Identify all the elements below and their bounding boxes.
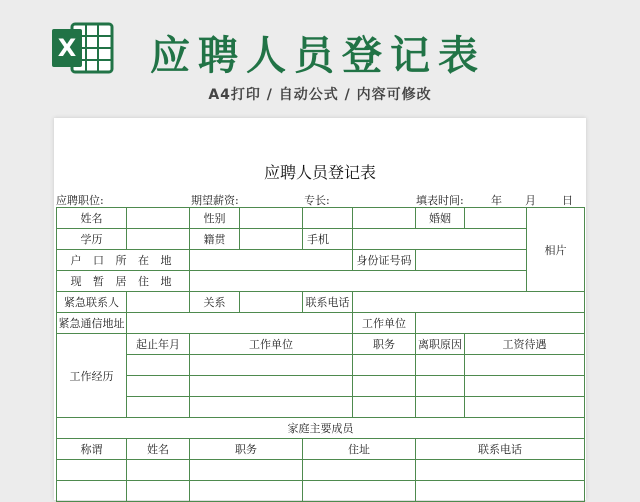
table-row <box>57 313 585 334</box>
column-header: 住址 <box>303 439 416 460</box>
salary-field[interactable] <box>191 192 295 208</box>
cell[interactable] <box>465 397 585 418</box>
registration-table <box>56 207 585 502</box>
table-row <box>57 418 585 439</box>
emergency-contact-label: 紧急联系人 <box>57 292 127 313</box>
salary-label: 期望薪资: <box>191 194 239 207</box>
table-row <box>57 481 585 502</box>
excel-logo-icon <box>50 20 116 76</box>
emergency-address-label: 紧急通信地址 <box>57 313 127 334</box>
cell[interactable] <box>57 481 127 502</box>
logo-letter: X <box>57 34 77 62</box>
column-header: 工作单位 <box>190 334 353 355</box>
column-header: 称谓 <box>57 439 127 460</box>
cell[interactable] <box>303 481 416 502</box>
cell[interactable] <box>127 376 190 397</box>
name-label: 姓名 <box>57 208 127 229</box>
cell[interactable] <box>465 355 585 376</box>
work-unit-label: 工作单位 <box>353 313 416 334</box>
cell[interactable] <box>416 376 465 397</box>
form-title: 应聘人员登记表 <box>263 163 376 182</box>
marital-input[interactable] <box>465 208 527 229</box>
work-history-label: 工作经历 <box>57 334 127 418</box>
phone-label: 手机 <box>303 229 353 250</box>
education-input[interactable] <box>127 229 190 250</box>
gender-input[interactable] <box>240 208 303 229</box>
table-row <box>57 439 585 460</box>
table-row <box>57 376 585 397</box>
form-sheet <box>54 118 586 500</box>
column-header: 联系电话 <box>416 439 585 460</box>
relation-input[interactable] <box>240 292 303 313</box>
hukou-input[interactable] <box>190 250 353 271</box>
column-header: 姓名 <box>127 439 190 460</box>
residence-input[interactable] <box>190 271 527 292</box>
column-header: 起止年月 <box>127 334 190 355</box>
native-input[interactable] <box>240 229 303 250</box>
emergency-contact-input[interactable] <box>127 292 190 313</box>
banner <box>0 0 640 118</box>
cell[interactable] <box>353 208 416 229</box>
cell[interactable] <box>127 460 190 481</box>
cell[interactable] <box>416 355 465 376</box>
name-input[interactable] <box>127 208 190 229</box>
page-title: 应聘人员登记表 <box>150 33 486 79</box>
cell[interactable] <box>416 481 585 502</box>
cell[interactable] <box>127 397 190 418</box>
cell[interactable] <box>465 376 585 397</box>
cell[interactable] <box>303 208 353 229</box>
table-row <box>57 355 585 376</box>
table-row <box>57 208 585 229</box>
table-row <box>57 397 585 418</box>
cell[interactable] <box>127 355 190 376</box>
cell[interactable] <box>127 481 190 502</box>
education-label: 学历 <box>57 229 127 250</box>
month-label: 月 <box>525 194 536 207</box>
gender-label: 性别 <box>190 208 240 229</box>
id-number-input[interactable] <box>416 250 527 271</box>
native-label: 籍贯 <box>190 229 240 250</box>
column-header: 职务 <box>190 439 303 460</box>
table-row <box>57 292 585 313</box>
contact-phone-input[interactable] <box>353 292 585 313</box>
table-row <box>57 229 585 250</box>
cell[interactable] <box>303 460 416 481</box>
hukou-label: 户 口 所 在 地 <box>57 250 190 271</box>
page-subtitle: A4打印 / 自动公式 / 内容可修改 <box>208 87 432 103</box>
day-label: 日 <box>562 194 573 207</box>
photo-cell[interactable]: 相片 <box>527 208 585 292</box>
work-unit-input[interactable] <box>416 313 585 334</box>
relation-label: 关系 <box>190 292 240 313</box>
contact-phone-label: 联系电话 <box>303 292 353 313</box>
cell[interactable] <box>190 376 353 397</box>
specialty-field[interactable] <box>304 192 402 208</box>
emergency-address-input[interactable] <box>127 313 353 334</box>
year-label: 年 <box>491 194 502 207</box>
column-header: 职务 <box>353 334 416 355</box>
column-header: 工资待遇 <box>465 334 585 355</box>
id-number-label: 身份证号码 <box>353 250 416 271</box>
specialty-label: 专长: <box>304 194 330 207</box>
cell[interactable] <box>190 355 353 376</box>
cell[interactable] <box>353 376 416 397</box>
cell[interactable] <box>353 397 416 418</box>
residence-label: 现 暂 居 住 地 <box>57 271 190 292</box>
family-section-title: 家庭主要成员 <box>57 418 585 439</box>
cell[interactable] <box>190 460 303 481</box>
table-row <box>57 250 585 271</box>
marital-label: 婚姻 <box>416 208 465 229</box>
cell[interactable] <box>57 460 127 481</box>
table-row <box>57 334 585 355</box>
position-label: 应聘职位: <box>56 194 104 207</box>
cell[interactable] <box>353 355 416 376</box>
cell[interactable] <box>190 397 353 418</box>
cell[interactable] <box>416 397 465 418</box>
cell[interactable] <box>416 460 585 481</box>
table-row <box>57 271 585 292</box>
column-header: 离职原因 <box>416 334 465 355</box>
phone-input[interactable] <box>353 229 527 250</box>
table-row <box>57 460 585 481</box>
date-label: 填表时间: <box>416 194 464 207</box>
cell[interactable] <box>190 481 303 502</box>
